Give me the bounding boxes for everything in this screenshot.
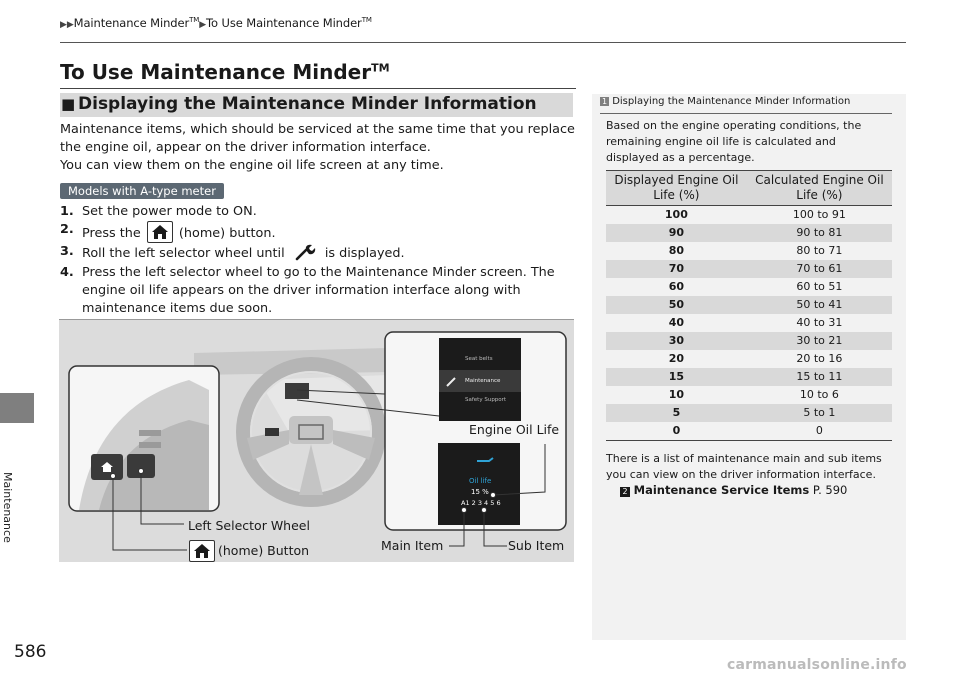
step-item (60, 243, 576, 263)
table-cell: 15 (606, 368, 747, 386)
table-row (606, 242, 892, 260)
menu-item-seat-belts: Seat belts (465, 356, 493, 362)
table-cell: 40 (668, 316, 685, 329)
table-cell: 50 to 41 (747, 296, 892, 314)
table-cell: 60 to 51 (796, 280, 843, 293)
table-cell: 20 to 16 (796, 352, 843, 365)
table-cell: 60 (668, 280, 685, 293)
sidebar-note-heading-text: Displaying the Maintenance Minder Information (612, 96, 851, 107)
chapter-tab[interactable] (0, 393, 34, 423)
step-text: (home) button. (178, 226, 276, 242)
table-cell: 0 (606, 422, 747, 441)
step-text: Press the left selector wheel to go to the Maintenance Minder screen. The engine oil life appears on the driver information interface along with maintenance items due soon. (82, 264, 555, 317)
table-cell: 20 (668, 352, 685, 365)
breadcrumb-arrow-icon: ▶ (199, 20, 207, 30)
sidebar-note-after-table: There is a list of maintenance main and sub items you can view on the driver information interface. (606, 452, 882, 481)
step-number: 2. (60, 222, 74, 238)
page-title (60, 60, 390, 84)
step-item (60, 264, 576, 319)
table-cell: 0 (747, 422, 892, 441)
table-cell: 40 to 31 (796, 316, 843, 329)
table-row (606, 350, 892, 368)
step-item (60, 203, 576, 221)
table-row (606, 422, 892, 441)
table-row (606, 278, 892, 296)
sidebar-note-divider (600, 113, 892, 114)
table-cell: 30 (606, 332, 747, 350)
maintenance-code: A1 2 3 4 5 6 (461, 499, 501, 507)
section-heading (60, 93, 573, 117)
watermark: carmanualsonline.info (727, 657, 907, 673)
oil-life-table (606, 170, 892, 441)
label-left-selector-wheel: Left Selector Wheel (188, 518, 310, 533)
oil-life-label: Oil life (469, 477, 492, 485)
table-cell: 80 (668, 244, 685, 257)
table-cell: 90 (606, 224, 747, 242)
table-row (606, 260, 892, 278)
sidebar-note-heading (600, 96, 850, 107)
step-number: 3. (60, 244, 74, 260)
label-main-item: Main Item (381, 538, 444, 553)
intro-text (60, 121, 576, 175)
table-cell: 50 (606, 296, 747, 314)
table-row (606, 224, 892, 242)
step-item (60, 221, 576, 243)
model-badge: Models with A-type meter (60, 183, 224, 199)
dashboard-illustration (59, 319, 574, 562)
label-sub-item: Sub Item (508, 538, 565, 553)
oil-life-percent: 15 % (471, 488, 489, 496)
menu-item-maintenance: Maintenance (465, 378, 501, 384)
step-text: Set the power mode to ON. (82, 204, 257, 219)
table-header: Displayed Engine Oil Life (%) (606, 171, 747, 206)
dashboard-drawing (59, 320, 574, 562)
step-text: Press the (82, 226, 141, 242)
table-cell: 70 to 61 (747, 260, 892, 278)
table-cell: 30 to 21 (747, 332, 892, 350)
link-arrow-icon: 2 (620, 487, 630, 497)
step-text: is displayed. (324, 246, 405, 262)
table-cell: 10 (668, 388, 685, 401)
table-cell: 5 (606, 404, 747, 422)
breadcrumb (60, 16, 372, 30)
step-text: Roll the left selector wheel until (82, 246, 285, 262)
table-cell: 80 to 71 (796, 244, 843, 257)
trademark-mark: TM (361, 16, 372, 25)
title-divider (60, 88, 576, 89)
header-divider (60, 42, 906, 43)
steps-list (60, 203, 576, 318)
menu-item-safety-support: Safety Support (465, 397, 507, 403)
section-heading-text: Displaying the Maintenance Minder Information (78, 94, 537, 114)
table-row (606, 296, 892, 314)
trademark-mark: TM (189, 16, 200, 25)
link-text[interactable]: Maintenance Service Items (633, 483, 810, 497)
table-cell: 100 to 91 (792, 208, 846, 221)
breadcrumb-arrow-icon: ▶▶ (60, 20, 74, 30)
intro-paragraph: Maintenance items, which should be serviced at the same time that you replace the engine oil, appear on the driver information interface. (60, 122, 575, 155)
table-row (606, 386, 892, 404)
table-cell: 90 to 81 (747, 224, 892, 242)
trademark-mark: TM (371, 61, 390, 75)
table-row (606, 404, 892, 422)
note-marker-icon: 1 (601, 97, 608, 106)
label-engine-oil-life: Engine Oil Life (469, 422, 560, 437)
table-row (606, 206, 892, 225)
table-cell: 10 to 6 (799, 388, 839, 401)
home-icon (189, 540, 215, 562)
step-number: 1. (60, 204, 74, 219)
home-icon (147, 221, 173, 243)
wrench-icon (293, 243, 317, 261)
table-header-row (606, 171, 892, 206)
table-cell: 100 (664, 208, 688, 221)
link-page[interactable]: P. 590 (812, 483, 848, 497)
table-cell: 70 (606, 260, 747, 278)
maintenance-service-items-link[interactable] (620, 483, 847, 497)
breadcrumb-item-to-use[interactable]: To Use Maintenance Minder (206, 16, 362, 30)
breadcrumb-item-maintenance-minder[interactable]: Maintenance Minder (73, 16, 190, 30)
sidebar-note-text: Based on the engine operating conditions, the remaining engine oil life is calculated and displayed as a percentage. (606, 119, 862, 164)
table-cell: 15 to 11 (747, 368, 892, 386)
table-row (606, 332, 892, 350)
table-header: Calculated Engine Oil Life (%) (747, 171, 892, 206)
chapter-tab-label: Maintenance (1, 472, 14, 543)
table-row (606, 314, 892, 332)
label-home-button: (home) Button (218, 543, 310, 558)
page-title-text: To Use Maintenance Minder (60, 60, 372, 84)
step-number: 4. (60, 264, 74, 280)
table-cell: 5 to 1 (747, 404, 892, 422)
page-number: 586 (14, 642, 47, 662)
intro-paragraph: You can view them on the engine oil life screen at any time. (60, 158, 444, 173)
square-bullet-icon: ■ (61, 95, 76, 113)
table-row (606, 368, 892, 386)
